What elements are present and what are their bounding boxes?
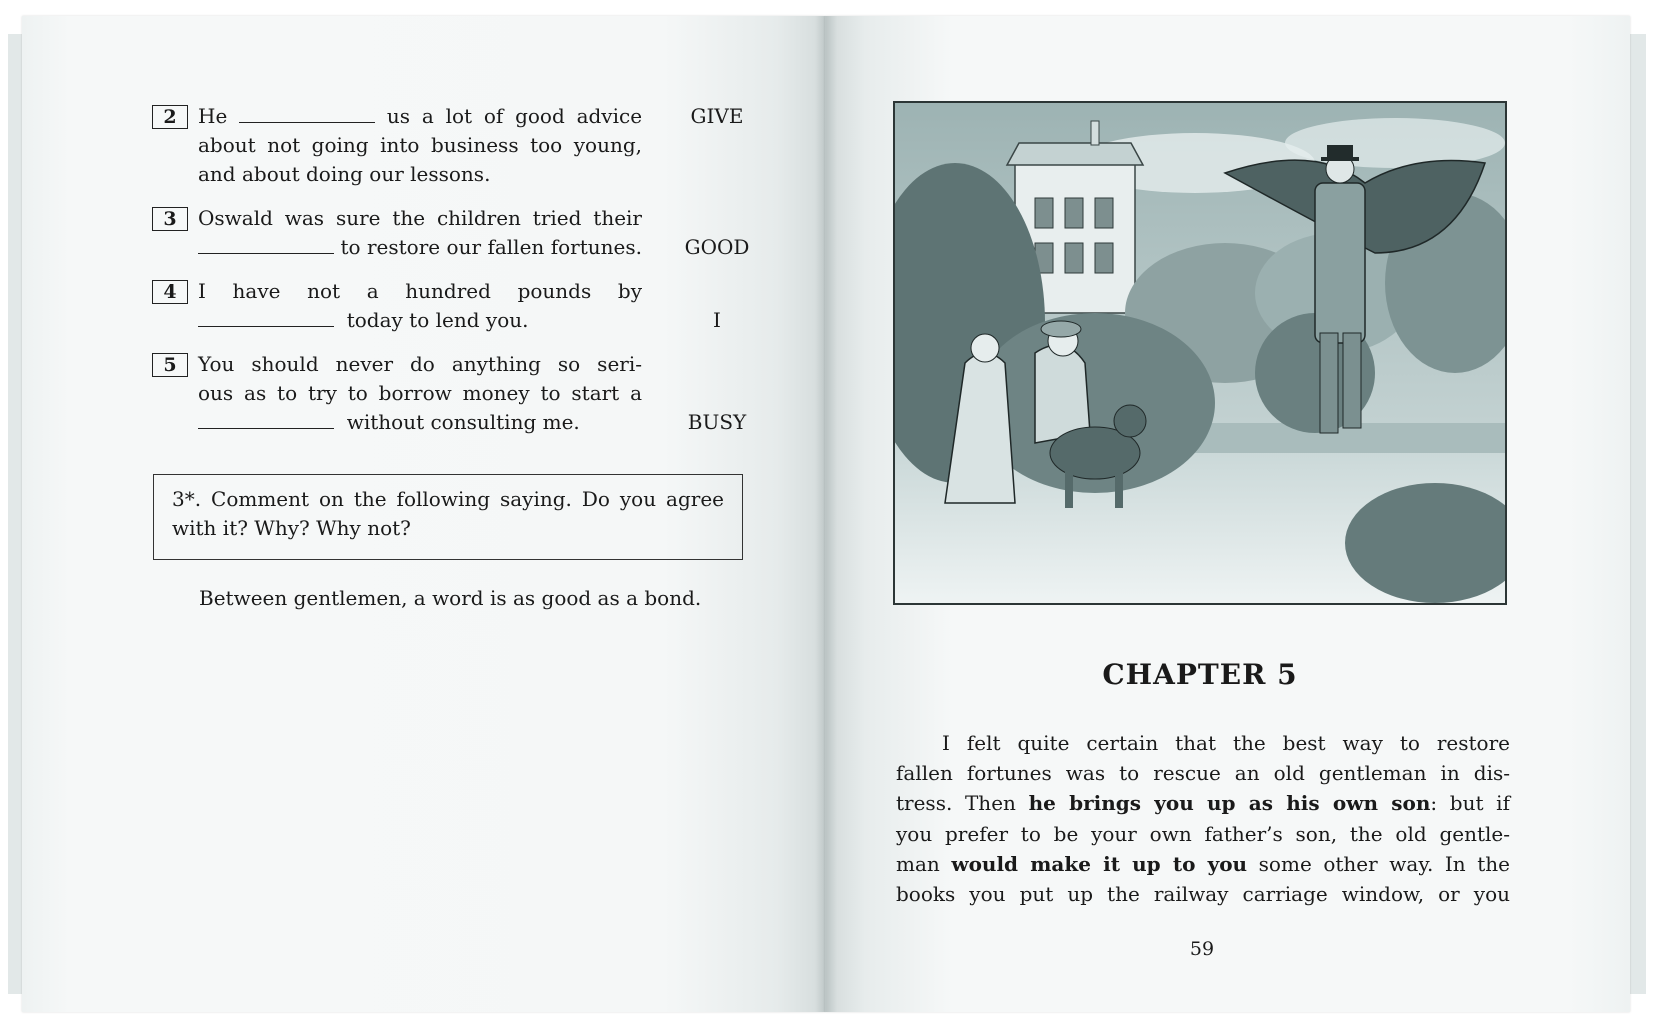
- body-line: books you put up the railway carriage window, or you: [896, 882, 1510, 907]
- body-line-part: : but if: [1430, 791, 1510, 816]
- item-text-line: about not going into business too young,: [198, 133, 642, 157]
- item-number: 3: [152, 207, 188, 231]
- item-text-line: today to lend you.: [346, 308, 529, 332]
- item-text-line: to restore our fallen fortunes.: [340, 235, 642, 259]
- item-text: [198, 277, 642, 335]
- item-text-line: us a lot of good advice: [386, 104, 643, 128]
- item-number: 2: [152, 105, 188, 129]
- body-line-part: man: [896, 851, 952, 876]
- body-line-part: tress. Then: [896, 791, 1029, 816]
- item-text: [198, 102, 642, 189]
- chapter-title: CHAPTER 5: [1102, 658, 1298, 691]
- body-line: [896, 788, 1510, 818]
- keyword: GOOD: [684, 235, 750, 259]
- body-line-part: some other way. In the: [1247, 851, 1511, 876]
- item-text-line: and about doing our lessons.: [198, 162, 491, 186]
- item-text-line: without consulting me.: [346, 410, 580, 434]
- item-text-line: You should never do anything so seri-: [198, 352, 642, 376]
- body-line: I felt quite certain that the best way to restore: [942, 731, 1510, 755]
- right-page-edges: [1628, 34, 1646, 994]
- saying: Between gentlemen, a word is as good as a bond.: [199, 586, 702, 610]
- book-gutter: [815, 16, 837, 1012]
- item-text-line: I have not a hundred pounds by: [198, 279, 642, 303]
- answer-blank: [198, 410, 334, 429]
- chapter-illustration: [893, 101, 1507, 605]
- bold-phrase: he brings you up as his own son: [1028, 791, 1431, 816]
- task-text-line: with it? Why? Why not?: [172, 516, 411, 540]
- body-line: [896, 849, 1510, 879]
- page-number: 59: [1189, 938, 1215, 960]
- keyword: BUSY: [687, 410, 747, 434]
- answer-blank: [239, 104, 375, 123]
- task-text-line: 3*. Comment on the following saying. Do you agree: [172, 487, 724, 511]
- keyword: GIVE: [690, 104, 744, 128]
- answer-blank: [198, 308, 334, 327]
- item-text-line: ous as to try to borrow money to start a: [198, 381, 642, 405]
- item-text: [198, 350, 642, 437]
- chapter-body-text: [896, 728, 1510, 909]
- answer-blank: [198, 235, 334, 254]
- item-text: [198, 204, 642, 262]
- item-number: 4: [152, 280, 188, 304]
- bold-phrase: would make it up to you: [951, 851, 1248, 876]
- illustration-drawing: [895, 103, 1505, 603]
- body-line: fallen fortunes was to rescue an old gentleman in dis-: [896, 761, 1510, 786]
- item-text-line: He: [198, 104, 228, 128]
- item-number: 5: [152, 353, 188, 377]
- task-box: [153, 474, 743, 560]
- keyword: I: [713, 308, 721, 332]
- body-line: you prefer to be your own father’s son, the old gentle-: [896, 821, 1510, 846]
- item-text-line: Oswald was sure the children tried their: [198, 206, 642, 230]
